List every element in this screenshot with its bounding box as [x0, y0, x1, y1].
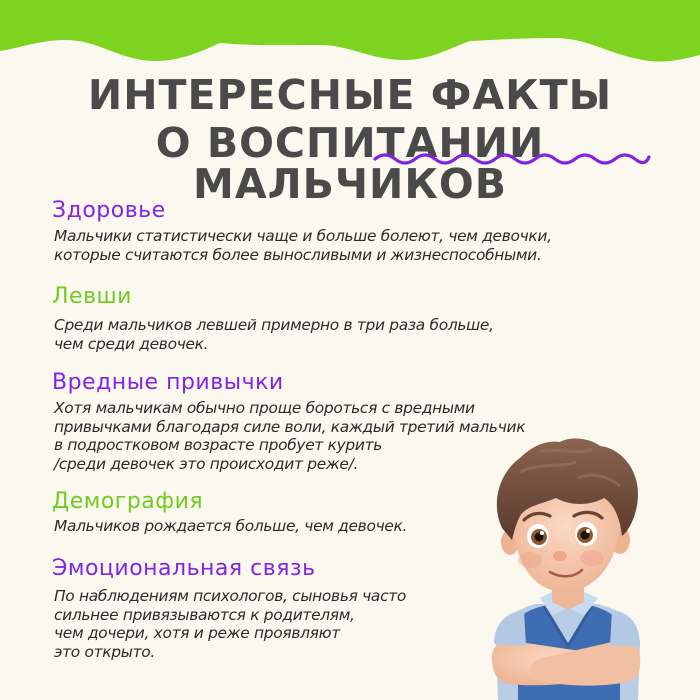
text-line: По наблюдениям психологов, сыновья часто [54, 587, 407, 605]
section-text-emotional-bond [54, 587, 406, 661]
text-line: в подростковом возрасте пробует курить [54, 436, 383, 454]
section-text-health [54, 227, 552, 264]
text-line: которые считаются более выносливыми и жизнеспособными. [54, 245, 542, 264]
text-line: /среди девочек это происходит реже/. [54, 454, 359, 473]
purple-squiggle-underline [372, 150, 652, 168]
text-line: привычками благодаря силе воли, каждый третий мальчик [54, 417, 526, 436]
section-text-bad-habits [54, 399, 525, 473]
title-prefix: О ВОСПИТАНИИ [155, 119, 545, 167]
text-line: сильнее привязываются к родителям, [54, 605, 355, 624]
section-heading-demography: Демография [52, 489, 204, 514]
section-heading-bad-habits: Вредные привычки [52, 370, 284, 395]
text-line: чем среди девочек. [54, 334, 209, 353]
text-line: Мальчики статистически чаще и больше болеют, чем девочки, [54, 227, 552, 245]
text-line: это открыто. [54, 642, 155, 661]
title-highlight: МАЛЬЧИКОВ [193, 160, 507, 208]
text-line: Среди мальчиков левшей примерно в три раза больше, [54, 316, 494, 334]
section-text-lefties [54, 316, 494, 353]
text-line: Хотя мальчикам обычно проще бороться с вредными [54, 399, 475, 417]
page-title-line-1: ИНТЕРЕСНЫЕ ФАКТЫ [87, 71, 613, 119]
section-heading-lefties: Левши [52, 284, 132, 309]
section-text-demography [54, 517, 407, 536]
section-heading-emotional-bond: Эмоциональная связь [52, 556, 316, 581]
text-line: чем дочери, хотя и реже проявляют [54, 624, 340, 642]
text-line: Мальчиков рождается больше, чем девочек. [54, 517, 408, 535]
top-wave-banner [0, 0, 700, 70]
section-heading-health: Здоровье [52, 198, 166, 223]
boy-illustration [480, 432, 655, 700]
